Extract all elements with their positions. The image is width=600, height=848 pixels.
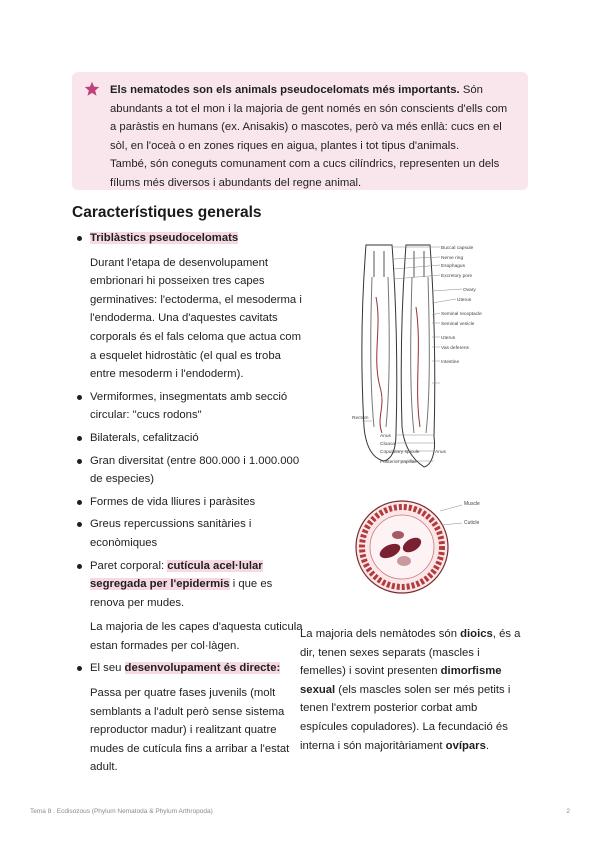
paragraph-text: (els mascles solen ser més petits i tenen l'extrem posterior corbat amb espícules copuladores). La fecundació és interna i són majoritàriament: [300, 683, 511, 752]
fig-label: Cuticle: [464, 520, 480, 526]
bullet-highlight: cutícula acel·lular segregada per l'epidermis: [90, 559, 263, 591]
bullet-description: Durant l'etapa de desenvolupament embrionari hi posseixen tres capes germinatives: l'ectoderma, el mesoderma i l'endoderma. Una d'aquestes cavitats corporals és el fals celoma que actua com a esquelet hidrostàtic (el qual es troba entre mesoderm i l'endoderm).: [90, 256, 302, 381]
bullet-title-triblastics: Triblàstics pseudocelomats: [90, 232, 239, 244]
nematode-cross-section-figure: [352, 495, 524, 599]
bullet-highlight: desenvolupament és directe:: [124, 662, 281, 675]
star-icon: [84, 81, 100, 97]
paragraph-bold: dioics: [460, 628, 493, 640]
fig-label: Cloaca: [380, 442, 395, 447]
fig-label: Seminal receptacle: [441, 312, 482, 317]
bullet-description: Passa per quatre fases juvenils (molt semblants a l'adult però sense sistema reproductor madur) i realitzant quatre mudes de cutícula fins a arribar a l'estat adult.: [90, 687, 290, 774]
fig-label: Buccal capsule: [441, 246, 474, 251]
fig-label: Uterus: [457, 298, 472, 303]
fig-label: Excretory pore: [441, 274, 473, 279]
bullet-text: Formes de vida lliures i paràsites: [90, 495, 256, 508]
fig-label: Ovary: [463, 288, 476, 293]
list-item: [72, 493, 304, 512]
list-item: [72, 388, 304, 425]
fig-label: Seminal vesicle: [441, 322, 475, 327]
list-item: [72, 515, 304, 552]
list-item: [72, 429, 304, 448]
list-item: [72, 659, 304, 777]
fig-label: Copulatory spicule: [380, 450, 420, 455]
page-footer: Tema 8 . Ecdisozous (Phylum Nematoda & Phylum Arthropoda): [30, 808, 213, 815]
fig-label: Esophagus: [441, 264, 466, 269]
paragraph-bold: dimorfisme sexual: [300, 665, 502, 696]
fig-label: Anus: [380, 434, 391, 439]
fig-label: Intestine: [441, 360, 460, 365]
bullet-text: Vermiformes, insegmentats amb secció circular: "cucs rodons": [90, 390, 288, 422]
reproduction-paragraph: [300, 625, 528, 755]
intro-callout: [72, 72, 528, 190]
bullet-text: El seu: [90, 662, 125, 675]
callout-text: Són abundants a tot el mon i la majoria de gent només en són conscients d'ells com a paràstis en humans (ex. Anisakis) o mascotes, però va més enllà: cucs en el sòl, en l'oceà o en zones riques en aigua, plantes i tot tipus d'animals.: [110, 84, 508, 152]
callout-paragraph-2: També, són coneguts comunament com a cucs cilíndrics, representen un dels fílums més diversos i abundants del regne animal.: [110, 158, 500, 189]
paragraph-text: .: [485, 739, 489, 752]
fig-label: Nerve ring: [441, 256, 464, 261]
bullet-text: Greus repercussions sanitàries i econòmiques: [90, 518, 252, 549]
fig-label: Posterior papillae: [380, 460, 418, 465]
section-title: Característiques generals: [72, 204, 262, 221]
page-number: 2: [566, 808, 570, 815]
bullet-text: i que es renova per mudes.: [90, 578, 273, 609]
bullet-text: Gran diversitat (entre 800.000 i 1.000.000 de especies): [90, 454, 300, 486]
callout-bold: Els nematodes son els animals pseudocelomats més importants.: [110, 84, 460, 96]
paragraph-text: , és a dir, tenen sexes separats (mascles i femelles) i sovint presenten: [300, 628, 521, 678]
list-item: [72, 452, 304, 489]
paragraph-text: La majoria dels nemàtodes són: [300, 628, 461, 640]
fig-label: Muscle: [464, 501, 480, 507]
fig-label: Rectum: [352, 416, 369, 421]
list-item: [72, 229, 304, 384]
paragraph-bold: ovípars: [445, 739, 486, 752]
bullet-text: Paret corporal:: [90, 559, 168, 572]
fig-label: Anus: [435, 450, 446, 455]
callout-paragraph: [110, 81, 514, 155]
fig-label: Vas deferens: [441, 346, 469, 351]
characteristics-list: [72, 229, 304, 781]
list-item: [72, 557, 304, 656]
bullet-description: La majoria de les capes d'aquesta cuticula estan formades per col·làgen.: [90, 621, 303, 652]
fig-label: Uterus: [441, 336, 456, 341]
nematode-anatomy-figure: [352, 237, 524, 473]
bullet-text: Bilaterals, cefalització: [90, 431, 199, 444]
